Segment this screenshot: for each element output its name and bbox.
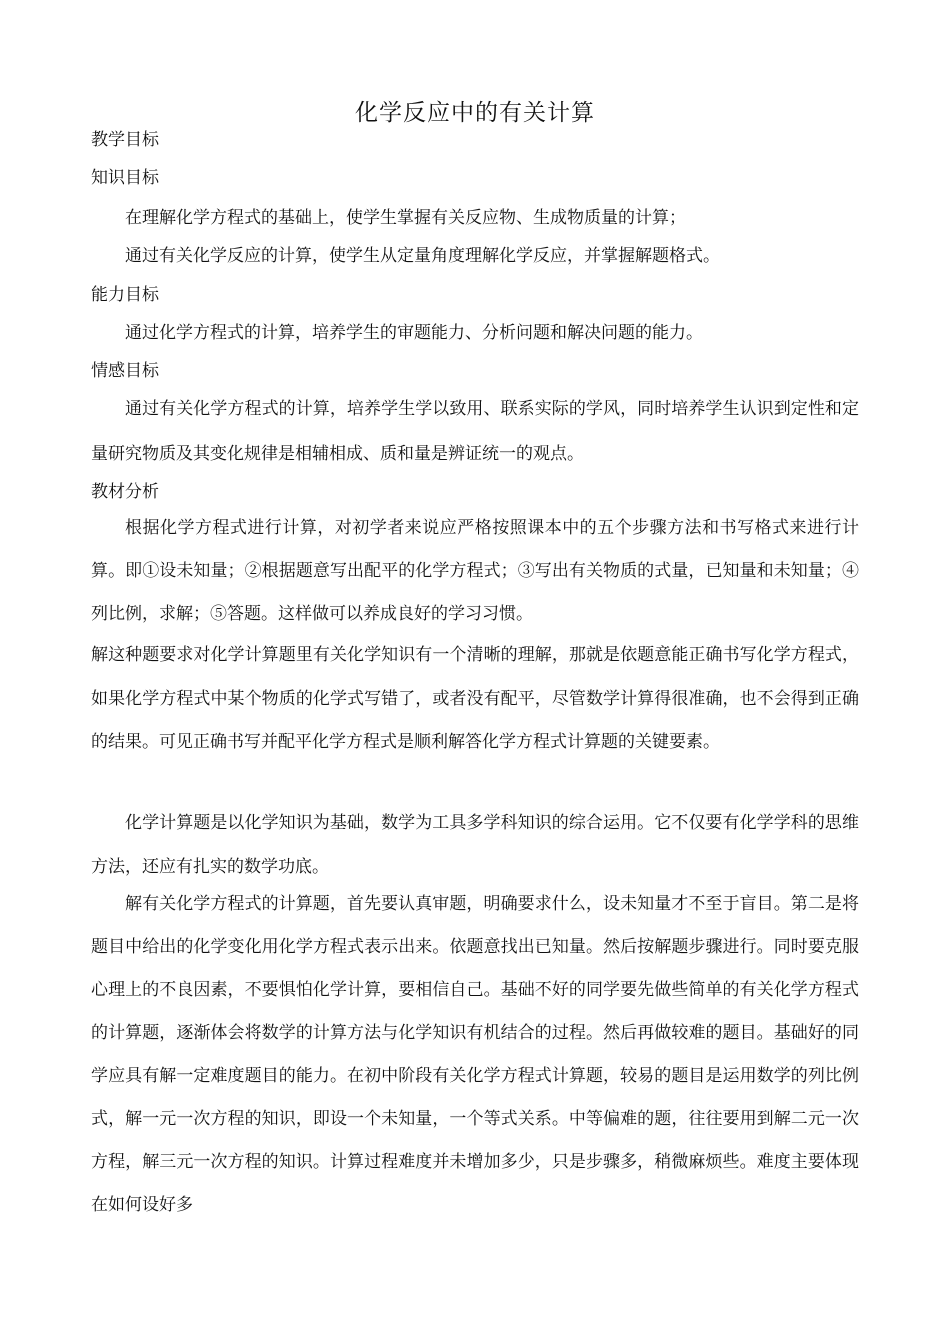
analysis-paragraph-1: 根据化学方程式进行计算，对初学者来说应严格按照课本中的五个步骤方法和书写格式来进行计算。即①设未知量；②根据题意写出配平的化学方程式；③写出有关物质的式量，已知量和未知量；④列比例，求解；⑤答题。这样做可以养成良好的学习习惯。 [91,518,859,624]
analysis-paragraph-2: 解这种题要求对化学计算题里有关化学知识有一个清晰的理解，那就是依题意能正确书写化学方程式，如果化学方程式中某个物质的化学式写错了，或者没有配平，尽管数学计算得很准确，也不会得到正确的结果。可见正确书写并配平化学方程式是顺利解答化学方程式计算题的关键要素。 [91,645,859,752]
document-title: 化学反应中的有关计算 [355,100,595,126]
heading-knowledge-goals: 知识目标 [91,168,159,188]
knowledge-paragraph-2: 通过有关化学反应的计算，使学生从定量角度理解化学反应，并掌握解题格式。 [125,246,720,266]
analysis-paragraph-4: 解有关化学方程式的计算题，首先要认真审题，明确要求什么，设未知量才不至于盲目。第二是将题目中给出的化学变化用化学方程式表示出来。依题意找出已知量。然后按解题步骤进行。同时要克服心理上的不良因素，不要惧怕化学计算，要相信自己。基础不好的同学要先做些简单的有关化学方程式的计算题，逐渐体会将数学的计算方法与化学知识有机结合的过程。然后再做较难的题目。基础好的同学应具有解一定难度题目的能力。在初中阶段有关化学方程式计算题，较易的题目是运用数学的列比例式，解一元一次方程的知识，即设一个未知量，一个等式关系。中等偏难的题，往往要用到解二元一次方程，解三元一次方程的知识。计算过程难度并未增加多少，只是步骤多，稍微麻烦些。难度主要体现在如何设好多 [91,894,859,1215]
analysis-paragraph-3: 化学计算题是以化学知识为基础，数学为工具多学科知识的综合运用。它不仅要有化学学科的思维方法，还应有扎实的数学功底。 [91,813,859,877]
heading-emotion-goals: 情感目标 [91,361,159,381]
heading-material-analysis: 教材分析 [91,482,159,502]
emotion-paragraph-1: 通过有关化学方程式的计算，培养学生学以致用、联系实际的学风，同时培养学生认识到定性和定量研究物质及其变化规律是相辅相成、质和量是辨证统一的观点。 [91,399,859,464]
ability-paragraph-1: 通过化学方程式的计算，培养学生的审题能力、分析问题和解决问题的能力。 [125,323,703,343]
knowledge-paragraph-1: 在理解化学方程式的基础上，使学生掌握有关反应物、生成物质量的计算； [125,208,686,228]
heading-teaching-goals: 教学目标 [91,130,159,150]
heading-ability-goals: 能力目标 [91,285,159,305]
